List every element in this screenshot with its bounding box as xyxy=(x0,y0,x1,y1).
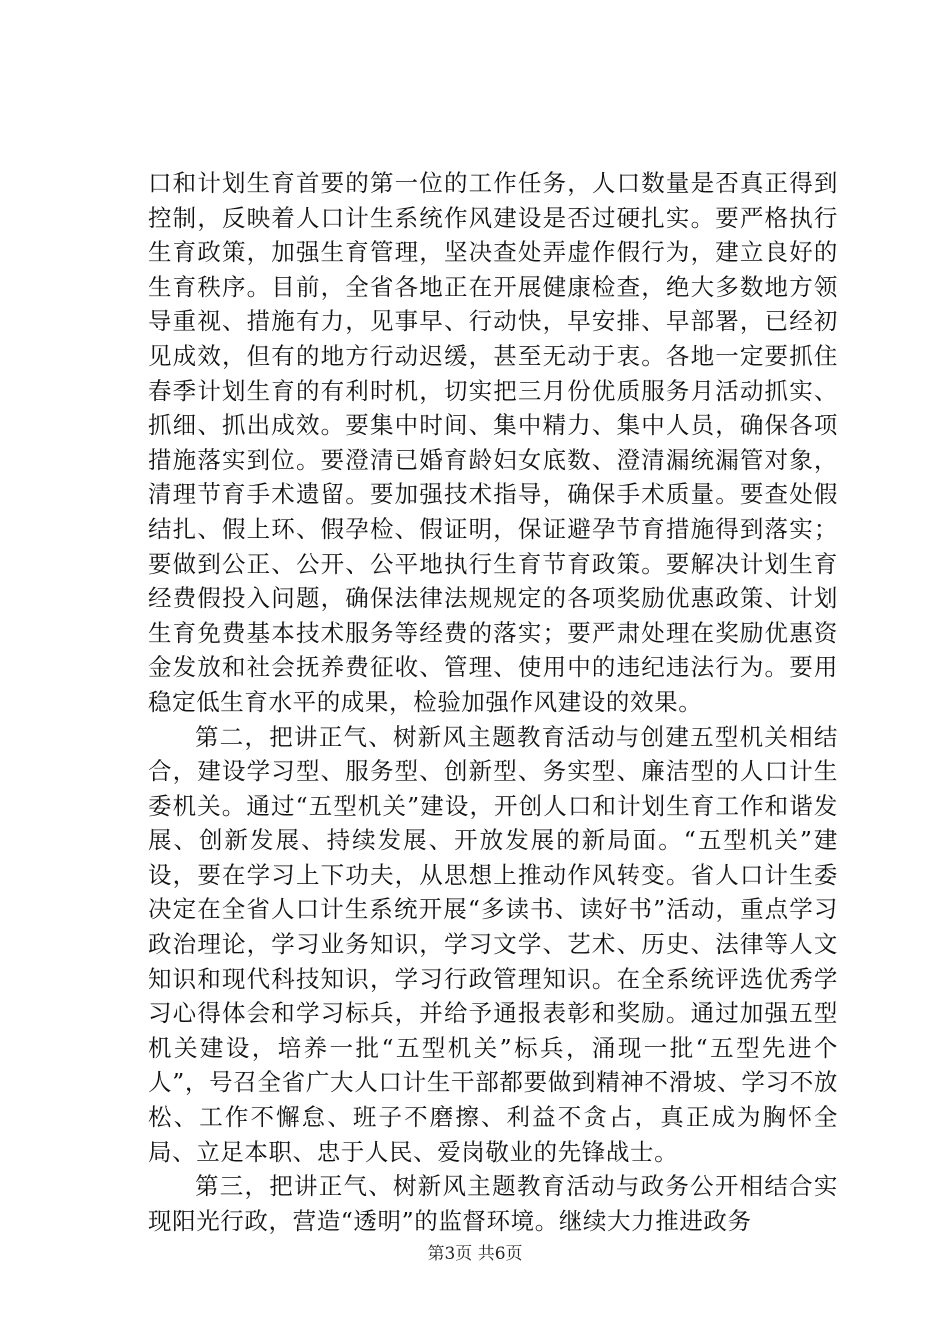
document-body xyxy=(148,166,838,1238)
page-footer: 第3页 共6页 xyxy=(427,1244,523,1264)
paragraph-continuation: 口和计划生育首要的第一位的工作任务，人口数量是否真正得到控制，反映着人口计生系统作风建设是否过硬扎实。要严格执行生育政策，加强生育管理，坚决查处弄虚作假行为，建立良好的生育秩序。目前，全省各地正在开展健康检查，绝大多数地方领导重视、措施有力，见事早、行动快，早安排、早部署，已经初见成效，但有的地方行动迟缓，甚至无动于衷。各地一定要抓住春季计划生育的有利时机，切实把三月份优质服务月活动抓实、抓细、抓出成效。要集中时间、集中精力、集中人员，确保各项措施落实到位。要澄清已婚育龄妇女底数、澄清漏统漏管对象，清理节育手术遗留。要加强技术指导，确保手术质量。要查处假结扎、假上环、假孕检、假证明，保证避孕节育措施得到落实；要做到公正、公开、公平地执行生育节育政策。要解决计划生育经费假投入问题，确保法律法规规定的各项奖励优惠政策、计划生育免费基本技术服务等经费的落实；要严肃处理在奖励优惠资金发放和社会抚养费征收、管理、使用中的违纪违法行为。要用稳定低生育水平的成果，检验加强作风建设的效果。 xyxy=(148,169,838,716)
paragraph-third: 第三，把讲正气、树新风主题教育活动与政务公开相结合实现阳光行政，营造“透明”的监督环境。继续大力推进政务 xyxy=(148,1172,838,1235)
paragraph-second: 第二，把讲正气、树新风主题教育活动与创建五型机关相结合，建设学习型、服务型、创新型、务实型、廉洁型的人口计生委机关。通过“五型机关”建设，开创人口和计划生育工作和谐发展、创新发展、持续发展、开放发展的新局面。“五型机关”建设，要在学习上下功夫，从思想上推动作风转变。省人口计生委决定在全省人口计生系统开展“多读书、读好书”活动，重点学习政治理论，学习业务知识，学习文学、艺术、历史、法律等人文知识和现代科技知识，学习行政管理知识。在全系统评选优秀学习心得体会和学习标兵，并给予通报表彰和奖励。通过加强五型机关建设，培养一批“五型机关”标兵，涌现一批“五型先进个人”，号召全省广大人口计生干部都要做到精神不滑坡、学习不放松、工作不懈怠、班子不磨擦、利益不贪占，真正成为胸怀全局、立足本职、忠于人民、爱岗敬业的先锋战士。 xyxy=(148,722,838,1166)
